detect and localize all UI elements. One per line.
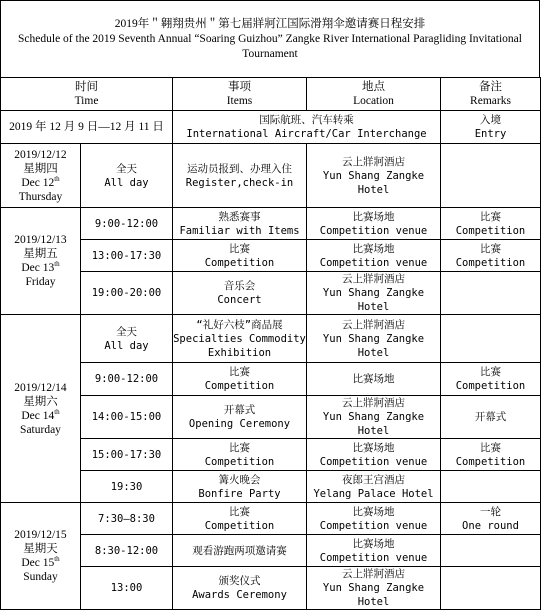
- event-remark: 开幕式: [441, 396, 541, 439]
- event-location: 比赛场地 Competition venue: [307, 439, 441, 471]
- event-time: 9:00-12:00: [81, 208, 173, 240]
- event-location: 夜郎王宫酒店 Yelang Palace Hotel: [307, 471, 441, 503]
- event-location: 云上牂牁酒店 Yun Shang Zangke Hotel: [307, 567, 441, 610]
- event-location: 云上牂牁酒店 Yun Shang Zangke Hotel: [307, 315, 441, 363]
- table-row: [1, 208, 541, 240]
- event-item: 熟悉赛事 Familiar with Items: [173, 208, 307, 240]
- day-cell-dec13: 2019/12/13 星期五 Dec 13th Friday: [1, 208, 81, 315]
- header-time: 时间 Time: [1, 78, 173, 111]
- table-row: [1, 111, 541, 144]
- event-item: 比赛 Competition: [173, 503, 307, 535]
- event-remark: [441, 315, 541, 363]
- table-row: [1, 503, 541, 535]
- table-row: [1, 396, 541, 439]
- header-items: 事项 Items: [173, 78, 307, 111]
- event-item: 比赛 Competition: [173, 240, 307, 272]
- day-cell-dec15: 2019/12/15 星期天 Dec 15th Sunday: [1, 503, 81, 610]
- title-english-line1: Schedule of the 2019 Seventh Annual “Soaring Guizhou” Zangke River International Paragliding Invitational: [18, 33, 522, 45]
- day-cell-dec14: 2019/12/14 星期六 Dec 14th Saturday: [1, 315, 81, 503]
- event-time: 13:00-17:30: [81, 240, 173, 272]
- title-chinese: 2019年＂翱翔贵州＂第七届牂牁江国际滑翔伞邀请赛日程安排: [114, 18, 426, 30]
- event-time: 13:00: [81, 567, 173, 610]
- event-time: 8:30-12:00: [81, 535, 173, 567]
- table-row: [1, 272, 541, 315]
- arrival-dates: 2019 年 12 月 9 日—12 月 11 日: [1, 111, 173, 144]
- event-item: 比赛 Competition: [173, 363, 307, 396]
- event-item: 比赛 Competition: [173, 439, 307, 471]
- event-remark: [441, 272, 541, 315]
- event-remark: [441, 471, 541, 503]
- event-location: 比赛场地 Competition venue: [307, 503, 441, 535]
- table-row: [1, 439, 541, 471]
- event-remark: [441, 535, 541, 567]
- arrival-item: 国际航班、汽车转乘 International Aircraft/Car Interchange: [173, 111, 441, 144]
- event-time: 15:00-17:30: [81, 439, 173, 471]
- event-item: 观看游跑两项邀请赛: [173, 535, 307, 567]
- event-item: 运动员报到、办理入住 Register,check-in: [173, 144, 307, 208]
- event-location: 比赛场地 Competition venue: [307, 535, 441, 567]
- table-row: [1, 363, 541, 396]
- event-time: 7:30—8:30: [81, 503, 173, 535]
- event-remark: 比赛 Competition: [441, 363, 541, 396]
- event-item: 篝火晚会 Bonfire Party: [173, 471, 307, 503]
- event-remark: 一轮 One round: [441, 503, 541, 535]
- schedule-title: [0, 0, 540, 78]
- event-item: 开幕式 Opening Ceremony: [173, 396, 307, 439]
- event-location: 比赛场地: [307, 363, 441, 396]
- schedule-table: [0, 77, 541, 610]
- event-location: 云上牂牁酒店 Yun Shang Zangke Hotel: [307, 396, 441, 439]
- header-location: 地点 Location: [307, 78, 441, 111]
- event-time: 19:30: [81, 471, 173, 503]
- event-time: 14:00-15:00: [81, 396, 173, 439]
- table-row: [1, 240, 541, 272]
- event-location: 云上牂牁酒店 Yun Shang Zangke Hotel: [307, 272, 441, 315]
- event-remark: [441, 567, 541, 610]
- event-remark: [441, 144, 541, 208]
- day-cell-dec12: 2019/12/12 星期四 Dec 12th Thursday: [1, 144, 81, 208]
- event-time: 全天 All day: [81, 315, 173, 363]
- header-remarks: 备注 Remarks: [441, 78, 541, 111]
- event-remark: 比赛 Competition: [441, 208, 541, 240]
- header-row: [1, 78, 541, 111]
- event-remark: 比赛 Competition: [441, 240, 541, 272]
- event-item: 音乐会 Concert: [173, 272, 307, 315]
- event-item: “礼好六枝”商品展 Specialties Commodity Exhibition: [173, 315, 307, 363]
- event-time: 全天 All day: [81, 144, 173, 208]
- table-row: [1, 471, 541, 503]
- event-location: 云上牂牁酒店 Yun Shang Zangke Hotel: [307, 144, 441, 208]
- event-location: 比赛场地 Competition venue: [307, 240, 441, 272]
- event-time: 9:00-12:00: [81, 363, 173, 396]
- event-location: 比赛场地 Competition venue: [307, 208, 441, 240]
- table-row: [1, 535, 541, 567]
- table-row: [1, 567, 541, 610]
- title-english-line2: Tournament: [242, 48, 298, 60]
- event-time: 19:00-20:00: [81, 272, 173, 315]
- table-row: [1, 144, 541, 208]
- event-item: 颁奖仪式 Awards Ceremony: [173, 567, 307, 610]
- arrival-remark: 入境 Entry: [441, 111, 541, 144]
- table-row: [1, 315, 541, 363]
- event-remark: 比赛 Competition: [441, 439, 541, 471]
